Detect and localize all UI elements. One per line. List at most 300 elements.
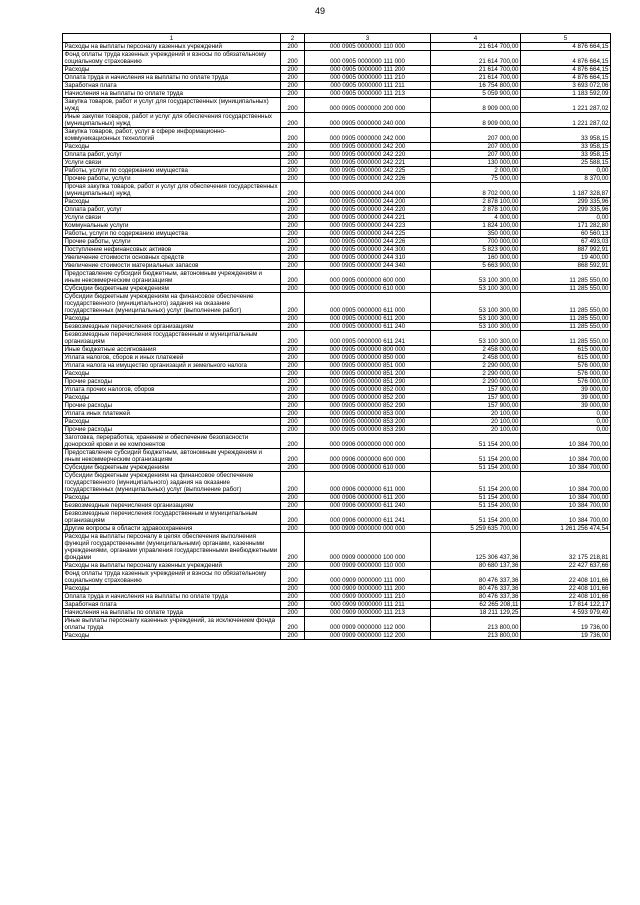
row-code: 200	[281, 510, 305, 525]
row-executed-amount: 1 221 287,02	[521, 113, 611, 128]
row-name: Оплата работ, услуг	[63, 151, 281, 159]
row-classification-code: 000 0909 0000000 112 200	[305, 632, 431, 640]
row-classification-code: 000 0905 0000000 111 200	[305, 66, 431, 74]
column-header: 5	[521, 34, 611, 43]
row-approved-amount: 350 000,00	[431, 230, 521, 238]
row-code: 200	[281, 66, 305, 74]
row-code: 200	[281, 426, 305, 434]
row-executed-amount: 67 493,03	[521, 238, 611, 246]
row-approved-amount: 53 100 300,00	[431, 270, 521, 285]
row-approved-amount: 157 900,00	[431, 386, 521, 394]
row-code: 200	[281, 378, 305, 386]
row-approved-amount: 2 000,00	[431, 167, 521, 175]
row-classification-code: 000 0905 0000000 244 200	[305, 198, 431, 206]
row-name: Поступление нефинансовых активов	[63, 246, 281, 254]
row-executed-amount: 10 384 700,00	[521, 472, 611, 494]
row-executed-amount: 33 958,15	[521, 151, 611, 159]
row-approved-amount: 53 100 300,00	[431, 293, 521, 315]
row-code: 200	[281, 82, 305, 90]
row-code: 200	[281, 502, 305, 510]
table-row	[63, 394, 611, 402]
row-executed-amount: 22 427 637,66	[521, 562, 611, 570]
row-executed-amount: 10 384 700,00	[521, 434, 611, 449]
table-row	[63, 285, 611, 293]
row-executed-amount: 4 876 664,15	[521, 43, 611, 51]
row-approved-amount: 8 909 000,00	[431, 98, 521, 113]
row-executed-amount: 299 335,96	[521, 206, 611, 214]
row-code: 200	[281, 238, 305, 246]
row-name: Субсидии бюджетным учреждениям	[63, 464, 281, 472]
row-executed-amount: 887 992,91	[521, 246, 611, 254]
table-row	[63, 593, 611, 601]
row-executed-amount: 11 285 550,00	[521, 293, 611, 315]
row-approved-amount: 125 306 437,36	[431, 533, 521, 562]
row-classification-code: 000 0905 0000000 242 220	[305, 151, 431, 159]
row-name: Прочие расходы	[63, 378, 281, 386]
row-executed-amount: 0,00	[521, 167, 611, 175]
table-row	[63, 198, 611, 206]
row-approved-amount: 51 154 200,00	[431, 434, 521, 449]
table-row	[63, 464, 611, 472]
row-classification-code: 000 0905 0000000 244 226	[305, 238, 431, 246]
row-approved-amount: 80 476 337,36	[431, 570, 521, 585]
row-name: Расходы	[63, 198, 281, 206]
row-executed-amount: 576 000,00	[521, 370, 611, 378]
table-row	[63, 66, 611, 74]
row-code: 200	[281, 346, 305, 354]
row-classification-code: 000 0905 0000000 611 241	[305, 331, 431, 346]
row-code: 200	[281, 51, 305, 66]
row-classification-code: 000 0905 0000000 853 000	[305, 410, 431, 418]
row-approved-amount: 2 878 100,00	[431, 206, 521, 214]
row-code: 200	[281, 494, 305, 502]
row-name: Предоставление субсидий бюджетным, автономным учреждениям и иным некоммерческим организациям	[63, 449, 281, 464]
row-classification-code: 000 0905 0000000 244 300	[305, 246, 431, 254]
row-name: Расходы	[63, 66, 281, 74]
row-code: 200	[281, 175, 305, 183]
row-code: 200	[281, 183, 305, 198]
row-name: Заработная плата	[63, 601, 281, 609]
table-row	[63, 183, 611, 198]
table-row	[63, 510, 611, 525]
row-executed-amount: 0,00	[521, 410, 611, 418]
row-approved-amount: 80 476 337,36	[431, 593, 521, 601]
table-row	[63, 230, 611, 238]
row-classification-code: 000 0909 0000000 111 213	[305, 609, 431, 617]
row-approved-amount: 700 000,00	[431, 238, 521, 246]
row-name: Субсидии бюджетным учреждениям на финансовое обеспечение государственного (муниципального) задания на оказание государственных (муниципальных) услуг (выполнение работ)	[63, 472, 281, 494]
column-header: 3	[305, 34, 431, 43]
row-classification-code: 000 0905 0000000 244 223	[305, 222, 431, 230]
row-executed-amount: 10 384 700,00	[521, 494, 611, 502]
row-approved-amount: 62 265 208,11	[431, 601, 521, 609]
table-row	[63, 246, 611, 254]
row-code: 200	[281, 449, 305, 464]
row-name: Прочая закупка товаров, работ и услуг для обеспечения государственных (муниципальных) нужд	[63, 183, 281, 198]
row-classification-code: 000 0906 0000000 611 000	[305, 472, 431, 494]
row-name: Увеличение стоимости основных средств	[63, 254, 281, 262]
row-executed-amount: 10 384 700,00	[521, 502, 611, 510]
row-classification-code: 000 0909 0000000 111 200	[305, 585, 431, 593]
table-row	[63, 262, 611, 270]
row-name: Закупка товаров, работ и услуг для государственных (муниципальных) нужд	[63, 98, 281, 113]
row-executed-amount: 4 876 664,15	[521, 74, 611, 82]
row-name: Расходы	[63, 143, 281, 151]
row-name: Субсидии бюджетным учреждениям на финансовое обеспечение государственного (муниципального) задания на оказание государственных (муниципальных) услуг (выполнение работ)	[63, 293, 281, 315]
row-executed-amount: 11 285 550,00	[521, 285, 611, 293]
table-row	[63, 254, 611, 262]
row-approved-amount: 207 000,00	[431, 128, 521, 143]
row-classification-code: 000 0905 0000000 853 200	[305, 418, 431, 426]
row-executed-amount: 10 384 700,00	[521, 464, 611, 472]
row-executed-amount: 33 958,15	[521, 143, 611, 151]
row-code: 200	[281, 262, 305, 270]
row-name: Работы, услуги по содержанию имущества	[63, 230, 281, 238]
row-approved-amount: 2 458 000,00	[431, 346, 521, 354]
row-executed-amount: 0,00	[521, 214, 611, 222]
row-code: 200	[281, 331, 305, 346]
row-approved-amount: 4 000,00	[431, 214, 521, 222]
row-code: 200	[281, 370, 305, 378]
row-executed-amount: 19 400,00	[521, 254, 611, 262]
row-approved-amount: 5 823 900,00	[431, 246, 521, 254]
row-name: Начисления на выплаты по оплате труда	[63, 90, 281, 98]
row-classification-code: 000 0905 0000000 611 200	[305, 315, 431, 323]
row-executed-amount: 19 736,00	[521, 617, 611, 632]
row-classification-code: 000 0909 0000000 111 210	[305, 593, 431, 601]
row-code: 200	[281, 222, 305, 230]
column-header: 2	[281, 34, 305, 43]
row-code: 200	[281, 90, 305, 98]
table-row	[63, 98, 611, 113]
row-classification-code: 000 0905 0000000 851 200	[305, 370, 431, 378]
row-name: Фонд оплаты труда казенных учреждений и взносы по обязательному социальному страхованию	[63, 51, 281, 66]
row-executed-amount: 11 285 550,00	[521, 270, 611, 285]
row-executed-amount: 171 282,80	[521, 222, 611, 230]
row-code: 200	[281, 562, 305, 570]
row-name: Коммунальные услуги	[63, 222, 281, 230]
page-number: 49	[314, 6, 325, 16]
row-name: Расходы на выплаты персоналу казенных учреждений	[63, 562, 281, 570]
row-classification-code: 000 0905 0000000 111 211	[305, 82, 431, 90]
row-code: 200	[281, 632, 305, 640]
row-classification-code: 000 0905 0000000 600 000	[305, 270, 431, 285]
row-executed-amount: 33 958,15	[521, 128, 611, 143]
row-approved-amount: 5 059 900,00	[431, 90, 521, 98]
row-name: Расходы	[63, 494, 281, 502]
row-name: Услуги связи	[63, 159, 281, 167]
row-executed-amount: 10 384 700,00	[521, 510, 611, 525]
row-approved-amount: 2 290 000,00	[431, 378, 521, 386]
row-classification-code: 000 0905 0000000 610 000	[305, 285, 431, 293]
row-classification-code: 000 0906 0000000 600 000	[305, 449, 431, 464]
row-executed-amount: 576 000,00	[521, 362, 611, 370]
row-name: Работы, услуги по содержанию имущества	[63, 167, 281, 175]
row-executed-amount: 1 261 256 474,54	[521, 525, 611, 533]
row-executed-amount: 1 221 287,02	[521, 98, 611, 113]
row-approved-amount: 20 100,00	[431, 426, 521, 434]
row-classification-code: 000 0905 0000000 240 000	[305, 113, 431, 128]
table-row	[63, 362, 611, 370]
row-name: Закупка товаров, работ, услуг в сфере информационно-коммуникационных технологий	[63, 128, 281, 143]
table-row	[63, 315, 611, 323]
row-executed-amount: 4 876 664,15	[521, 66, 611, 74]
row-name: Предоставление субсидий бюджетным, автономным учреждениям и иным некоммерческим организациям	[63, 270, 281, 285]
row-code: 200	[281, 230, 305, 238]
row-approved-amount: 213 800,00	[431, 632, 521, 640]
row-classification-code: 000 0905 0000000 852 000	[305, 386, 431, 394]
row-code: 200	[281, 354, 305, 362]
row-name: Уплата налога на имущество организаций и земельного налога	[63, 362, 281, 370]
row-classification-code: 000 0905 0000000 244 340	[305, 262, 431, 270]
row-code: 200	[281, 167, 305, 175]
row-classification-code: 000 0906 0000000 611 200	[305, 494, 431, 502]
row-classification-code: 000 0909 0000000 000 000	[305, 525, 431, 533]
table-row	[63, 238, 611, 246]
row-classification-code: 000 0905 0000000 244 220	[305, 206, 431, 214]
row-code: 200	[281, 246, 305, 254]
row-approved-amount: 51 154 200,00	[431, 464, 521, 472]
row-executed-amount: 19 736,00	[521, 632, 611, 640]
row-classification-code: 000 0905 0000000 611 000	[305, 293, 431, 315]
row-code: 200	[281, 593, 305, 601]
row-code: 200	[281, 74, 305, 82]
row-approved-amount: 53 100 300,00	[431, 315, 521, 323]
row-approved-amount: 18 211 129,25	[431, 609, 521, 617]
row-code: 200	[281, 609, 305, 617]
row-name: Расходы	[63, 585, 281, 593]
row-executed-amount: 4 876 664,15	[521, 51, 611, 66]
row-approved-amount: 21 614 700,00	[431, 66, 521, 74]
row-name: Безвозмездные перечисления организациям	[63, 323, 281, 331]
row-name: Безвозмездные перечисления организациям	[63, 502, 281, 510]
row-executed-amount: 39 000,00	[521, 386, 611, 394]
row-executed-amount: 32 175 218,81	[521, 533, 611, 562]
table-row	[63, 601, 611, 609]
row-classification-code: 000 0905 0000000 244 221	[305, 214, 431, 222]
table-row	[63, 426, 611, 434]
row-classification-code: 000 0905 0000000 244 225	[305, 230, 431, 238]
table-row	[63, 214, 611, 222]
row-classification-code: 000 0906 0000000 611 240	[305, 502, 431, 510]
table-row	[63, 82, 611, 90]
row-approved-amount: 75 000,00	[431, 175, 521, 183]
row-name: Иные выплаты персоналу казенных учреждений, за исключением фонда оплаты труда	[63, 617, 281, 632]
table-row	[63, 206, 611, 214]
table-row	[63, 585, 611, 593]
row-executed-amount: 0,00	[521, 418, 611, 426]
row-approved-amount: 51 154 200,00	[431, 502, 521, 510]
table-row	[63, 175, 611, 183]
row-executed-amount: 22 408 101,66	[521, 570, 611, 585]
row-name: Начисления на выплаты по оплате труда	[63, 609, 281, 617]
table-row	[63, 43, 611, 51]
row-approved-amount: 8 702 000,00	[431, 183, 521, 198]
table-row	[63, 418, 611, 426]
row-classification-code: 000 0909 0000000 110 000	[305, 562, 431, 570]
row-approved-amount: 2 458 000,00	[431, 354, 521, 362]
row-name: Уплата иных платежей	[63, 410, 281, 418]
row-name: Прочие работы, услуги	[63, 175, 281, 183]
row-classification-code: 000 0905 0000000 242 000	[305, 128, 431, 143]
row-approved-amount: 5 259 635 700,00	[431, 525, 521, 533]
table-row	[63, 632, 611, 640]
row-code: 200	[281, 418, 305, 426]
row-classification-code: 000 0905 0000000 242 225	[305, 167, 431, 175]
row-executed-amount: 1 183 592,09	[521, 90, 611, 98]
row-code: 200	[281, 410, 305, 418]
row-name: Оплата труда и начисления на выплаты по оплате труда	[63, 593, 281, 601]
row-code: 200	[281, 214, 305, 222]
row-name: Расходы	[63, 632, 281, 640]
row-approved-amount: 5 663 900,00	[431, 262, 521, 270]
row-code: 200	[281, 533, 305, 562]
row-approved-amount: 157 900,00	[431, 402, 521, 410]
row-name: Заготовка, переработка, хранение и обеспечение безопасности донорской крови и ее компонентов	[63, 434, 281, 449]
row-name: Расходы на выплаты персоналу в целях обеспечения выполнения функций государственными (муниципальными) органами, казенными учреждениями, органами управления государственными внебюджетными фондами	[63, 533, 281, 562]
row-code: 200	[281, 394, 305, 402]
row-code: 200	[281, 315, 305, 323]
row-code: 200	[281, 143, 305, 151]
row-code: 200	[281, 362, 305, 370]
row-approved-amount: 2 290 000,00	[431, 362, 521, 370]
row-executed-amount: 11 285 550,00	[521, 331, 611, 346]
row-code: 200	[281, 464, 305, 472]
row-classification-code: 000 0906 0000000 000 000	[305, 434, 431, 449]
table-row	[63, 354, 611, 362]
table-row	[63, 270, 611, 285]
row-code: 200	[281, 601, 305, 609]
row-classification-code: 000 0905 0000000 852 290	[305, 402, 431, 410]
row-classification-code: 000 0905 0000000 850 000	[305, 354, 431, 362]
row-code: 200	[281, 98, 305, 113]
table-row	[63, 617, 611, 632]
table-row	[63, 434, 611, 449]
row-code: 200	[281, 43, 305, 51]
column-header: 1	[63, 34, 281, 43]
row-name: Расходы	[63, 315, 281, 323]
row-classification-code: 000 0905 0000000 851 290	[305, 378, 431, 386]
row-approved-amount: 51 154 200,00	[431, 449, 521, 464]
table-row	[63, 410, 611, 418]
table-row	[63, 402, 611, 410]
row-name: Другие вопросы в области здравоохранения	[63, 525, 281, 533]
row-executed-amount: 60 560,13	[521, 230, 611, 238]
table-row	[63, 51, 611, 66]
table-row	[63, 128, 611, 143]
row-classification-code: 000 0905 0000000 800 000	[305, 346, 431, 354]
row-approved-amount: 20 100,00	[431, 418, 521, 426]
row-approved-amount: 157 900,00	[431, 394, 521, 402]
row-name: Прочие расходы	[63, 402, 281, 410]
row-approved-amount: 20 100,00	[431, 410, 521, 418]
budget-execution-table	[62, 33, 611, 640]
row-name: Фонд оплаты труда казенных учреждений и взносы по обязательному социальному страхованию	[63, 570, 281, 585]
table-row	[63, 525, 611, 533]
row-classification-code: 000 0905 0000000 111 213	[305, 90, 431, 98]
row-name: Расходы	[63, 370, 281, 378]
row-approved-amount: 21 614 700,00	[431, 51, 521, 66]
row-code: 200	[281, 402, 305, 410]
row-code: 200	[281, 585, 305, 593]
row-executed-amount: 39 000,00	[521, 394, 611, 402]
row-approved-amount: 53 100 300,00	[431, 331, 521, 346]
row-approved-amount: 2 290 000,00	[431, 370, 521, 378]
row-code: 200	[281, 159, 305, 167]
row-executed-amount: 22 408 101,66	[521, 593, 611, 601]
row-approved-amount: 53 100 300,00	[431, 285, 521, 293]
row-approved-amount: 21 614 700,00	[431, 74, 521, 82]
row-executed-amount: 615 000,00	[521, 354, 611, 362]
table-row	[63, 502, 611, 510]
row-classification-code: 000 0906 0000000 610 000	[305, 464, 431, 472]
row-name: Прочие работы, услуги	[63, 238, 281, 246]
table-row	[63, 570, 611, 585]
row-approved-amount: 213 800,00	[431, 617, 521, 632]
row-classification-code: 000 0906 0000000 611 241	[305, 510, 431, 525]
row-code: 200	[281, 270, 305, 285]
row-name: Уплата прочих налогов, сборов	[63, 386, 281, 394]
row-executed-amount: 299 335,96	[521, 198, 611, 206]
row-classification-code: 000 0905 0000000 200 000	[305, 98, 431, 113]
row-executed-amount: 11 285 550,00	[521, 323, 611, 331]
table-row	[63, 386, 611, 394]
row-approved-amount: 51 154 200,00	[431, 510, 521, 525]
row-approved-amount: 51 154 200,00	[431, 472, 521, 494]
row-executed-amount: 39 000,00	[521, 402, 611, 410]
row-name: Расходы	[63, 394, 281, 402]
row-name: Расходы на выплаты персоналу казенных учреждений	[63, 43, 281, 51]
row-classification-code: 000 0909 0000000 100 000	[305, 533, 431, 562]
row-name: Безвозмездные перечисления государственным и муниципальным организациям	[63, 510, 281, 525]
table-row	[63, 609, 611, 617]
row-code: 200	[281, 198, 305, 206]
table-row	[63, 222, 611, 230]
table-row	[63, 113, 611, 128]
row-executed-amount: 868 592,91	[521, 262, 611, 270]
row-approved-amount: 16 754 800,00	[431, 82, 521, 90]
row-name: Уплата налогов, сборов и иных платежей	[63, 354, 281, 362]
row-code: 200	[281, 434, 305, 449]
table-row	[63, 562, 611, 570]
row-classification-code: 000 0905 0000000 242 200	[305, 143, 431, 151]
row-name: Иные закупки товаров, работ и услуг для обеспечения государственных (муниципальных) нужд	[63, 113, 281, 128]
table-row	[63, 331, 611, 346]
row-classification-code: 000 0905 0000000 110 000	[305, 43, 431, 51]
table-row	[63, 449, 611, 464]
column-header: 4	[431, 34, 521, 43]
table-row	[63, 378, 611, 386]
row-name: Безвозмездные перечисления государственным и муниципальным организациям	[63, 331, 281, 346]
row-classification-code: 000 0905 0000000 111 000	[305, 51, 431, 66]
row-approved-amount: 21 614 700,00	[431, 43, 521, 51]
row-name: Увеличение стоимости материальных запасов	[63, 262, 281, 270]
row-name: Субсидии бюджетным учреждениям	[63, 285, 281, 293]
table-row	[63, 370, 611, 378]
table-row	[63, 143, 611, 151]
row-approved-amount: 80 680 137,36	[431, 562, 521, 570]
row-name: Оплата работ, услуг	[63, 206, 281, 214]
row-approved-amount: 51 154 200,00	[431, 494, 521, 502]
row-classification-code: 000 0905 0000000 853 290	[305, 426, 431, 434]
row-classification-code: 000 0909 0000000 111 211	[305, 601, 431, 609]
row-classification-code: 000 0909 0000000 111 000	[305, 570, 431, 585]
row-approved-amount: 80 476 337,36	[431, 585, 521, 593]
table-row	[63, 151, 611, 159]
table-header-row	[63, 34, 611, 43]
row-code: 200	[281, 472, 305, 494]
row-executed-amount: 3 693 072,06	[521, 82, 611, 90]
